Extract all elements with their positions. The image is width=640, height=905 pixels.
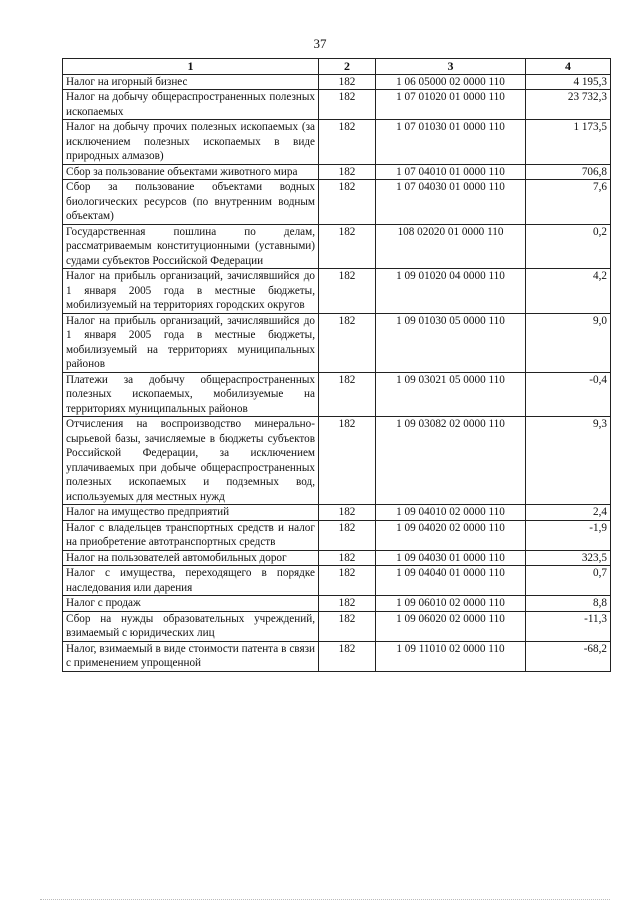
revenue-name-cell: Отчисления на воспроизводство минерально-сырьевой базы, зачисляемые в бюджеты субъектов Российской Федерации, за исключением уплачиваемых при добыче общераспространенных полезных ископаемых и подземных вод, используемых для местных нужд: [63, 417, 319, 505]
revenue-name-cell: Сбор на нужды образовательных учреждений, взимаемый с юридических лиц: [63, 611, 319, 641]
revenue-name-cell: Государственная пошлина по делам, рассматриваемым конституционными (уставными) судами субъектов Российской Федерации: [63, 224, 319, 269]
revenue-name-cell: Налог с имущества, переходящего в порядке наследования или дарения: [63, 566, 319, 596]
budget-class-code-cell: 1 09 03021 05 0000 110: [376, 372, 526, 417]
admin-code-cell: 182: [319, 596, 376, 612]
admin-code-cell: 182: [319, 566, 376, 596]
budget-class-code-cell: 1 09 04030 01 0000 110: [376, 550, 526, 566]
admin-code-cell: 182: [319, 74, 376, 90]
table-row: [63, 520, 611, 550]
revenue-name-cell: Налог, взимаемый в виде стоимости патента в связи с применением упрощенной: [63, 641, 319, 671]
admin-code-cell: 182: [319, 611, 376, 641]
amount-cell: 7,6: [526, 180, 611, 225]
budget-class-code-cell: 1 09 04010 02 0000 110: [376, 505, 526, 521]
table-row: [63, 269, 611, 314]
table-row: [63, 164, 611, 180]
admin-code-cell: 182: [319, 641, 376, 671]
admin-code-cell: 182: [319, 417, 376, 505]
admin-code-cell: 182: [319, 313, 376, 372]
revenue-table: [62, 58, 611, 672]
budget-class-code-cell: 1 09 06010 02 0000 110: [376, 596, 526, 612]
revenue-name-cell: Платежи за добычу общераспространенных полезных ископаемых, мобилизуемые на территориях муниципальных районов: [63, 372, 319, 417]
budget-class-code-cell: 108 02020 01 0000 110: [376, 224, 526, 269]
table-row: [63, 611, 611, 641]
admin-code-cell: 182: [319, 164, 376, 180]
budget-class-code-cell: 1 07 01020 01 0000 110: [376, 90, 526, 120]
budget-class-code-cell: 1 09 03082 02 0000 110: [376, 417, 526, 505]
revenue-name-cell: Налог с владельцев транспортных средств и налог на приобретение автотранспортных средств: [63, 520, 319, 550]
budget-class-code-cell: 1 07 01030 01 0000 110: [376, 120, 526, 165]
table-row: [63, 313, 611, 372]
admin-code-cell: 182: [319, 269, 376, 314]
admin-code-cell: 182: [319, 224, 376, 269]
page-number: 37: [313, 36, 327, 51]
amount-cell: 323,5: [526, 550, 611, 566]
amount-cell: 2,4: [526, 505, 611, 521]
table-row: [63, 224, 611, 269]
admin-code-cell: 182: [319, 372, 376, 417]
budget-class-code-cell: 1 09 04020 02 0000 110: [376, 520, 526, 550]
revenue-name-cell: Налог с продаж: [63, 596, 319, 612]
table-row: [63, 641, 611, 671]
budget-class-code-cell: 1 06 05000 02 0000 110: [376, 74, 526, 90]
revenue-name-cell: Налог на имущество предприятий: [63, 505, 319, 521]
admin-code-cell: 182: [319, 120, 376, 165]
table-row: [63, 180, 611, 225]
amount-cell: -1,9: [526, 520, 611, 550]
table-row: [63, 372, 611, 417]
budget-class-code-cell: 1 07 04030 01 0000 110: [376, 180, 526, 225]
table-row: [63, 596, 611, 612]
header-col-2: 2: [319, 59, 376, 75]
budget-class-code-cell: 1 09 01020 04 0000 110: [376, 269, 526, 314]
amount-cell: 706,8: [526, 164, 611, 180]
table-row: [63, 417, 611, 505]
revenue-name-cell: Налог на добычу прочих полезных ископаемых (за исключением полезных ископаемых в виде природных алмазов): [63, 120, 319, 165]
admin-code-cell: 182: [319, 180, 376, 225]
scan-artifact-line: [40, 899, 610, 901]
amount-cell: -0,4: [526, 372, 611, 417]
header-col-1: 1: [63, 59, 319, 75]
admin-code-cell: 182: [319, 520, 376, 550]
revenue-name-cell: Сбор за пользование объектами водных биологических ресурсов (по внутренним водным объектам): [63, 180, 319, 225]
budget-class-code-cell: 1 09 01030 05 0000 110: [376, 313, 526, 372]
table-row: [63, 566, 611, 596]
table-header-row: [63, 59, 611, 75]
budget-class-code-cell: 1 09 04040 01 0000 110: [376, 566, 526, 596]
revenue-name-cell: Налог на пользователей автомобильных дорог: [63, 550, 319, 566]
admin-code-cell: 182: [319, 505, 376, 521]
header-col-4: 4: [526, 59, 611, 75]
admin-code-cell: 182: [319, 550, 376, 566]
amount-cell: -68,2: [526, 641, 611, 671]
amount-cell: 4 195,3: [526, 74, 611, 90]
budget-class-code-cell: 1 09 06020 02 0000 110: [376, 611, 526, 641]
budget-class-code-cell: 1 09 11010 02 0000 110: [376, 641, 526, 671]
amount-cell: 4,2: [526, 269, 611, 314]
amount-cell: 1 173,5: [526, 120, 611, 165]
table-row: [63, 90, 611, 120]
amount-cell: 23 732,3: [526, 90, 611, 120]
amount-cell: 9,3: [526, 417, 611, 505]
amount-cell: 0,2: [526, 224, 611, 269]
revenue-name-cell: Налог на прибыль организаций, зачислявшийся до 1 января 2005 года в местные бюджеты, мобилизуемый на территориях муниципальных районов: [63, 313, 319, 372]
amount-cell: 9,0: [526, 313, 611, 372]
revenue-name-cell: Налог на прибыль организаций, зачислявшийся до 1 января 2005 года в местные бюджеты, мобилизуемый на территориях городских округов: [63, 269, 319, 314]
revenue-name-cell: Налог на игорный бизнес: [63, 74, 319, 90]
revenue-name-cell: Налог на добычу общераспространенных полезных ископаемых: [63, 90, 319, 120]
budget-class-code-cell: 1 07 04010 01 0000 110: [376, 164, 526, 180]
header-col-3: 3: [376, 59, 526, 75]
amount-cell: -11,3: [526, 611, 611, 641]
revenue-name-cell: Сбор за пользование объектами животного мира: [63, 164, 319, 180]
amount-cell: 0,7: [526, 566, 611, 596]
table-row: [63, 120, 611, 165]
amount-cell: 8,8: [526, 596, 611, 612]
table-body: [63, 74, 611, 671]
table-row: [63, 505, 611, 521]
admin-code-cell: 182: [319, 90, 376, 120]
table-row: [63, 74, 611, 90]
table-row: [63, 550, 611, 566]
